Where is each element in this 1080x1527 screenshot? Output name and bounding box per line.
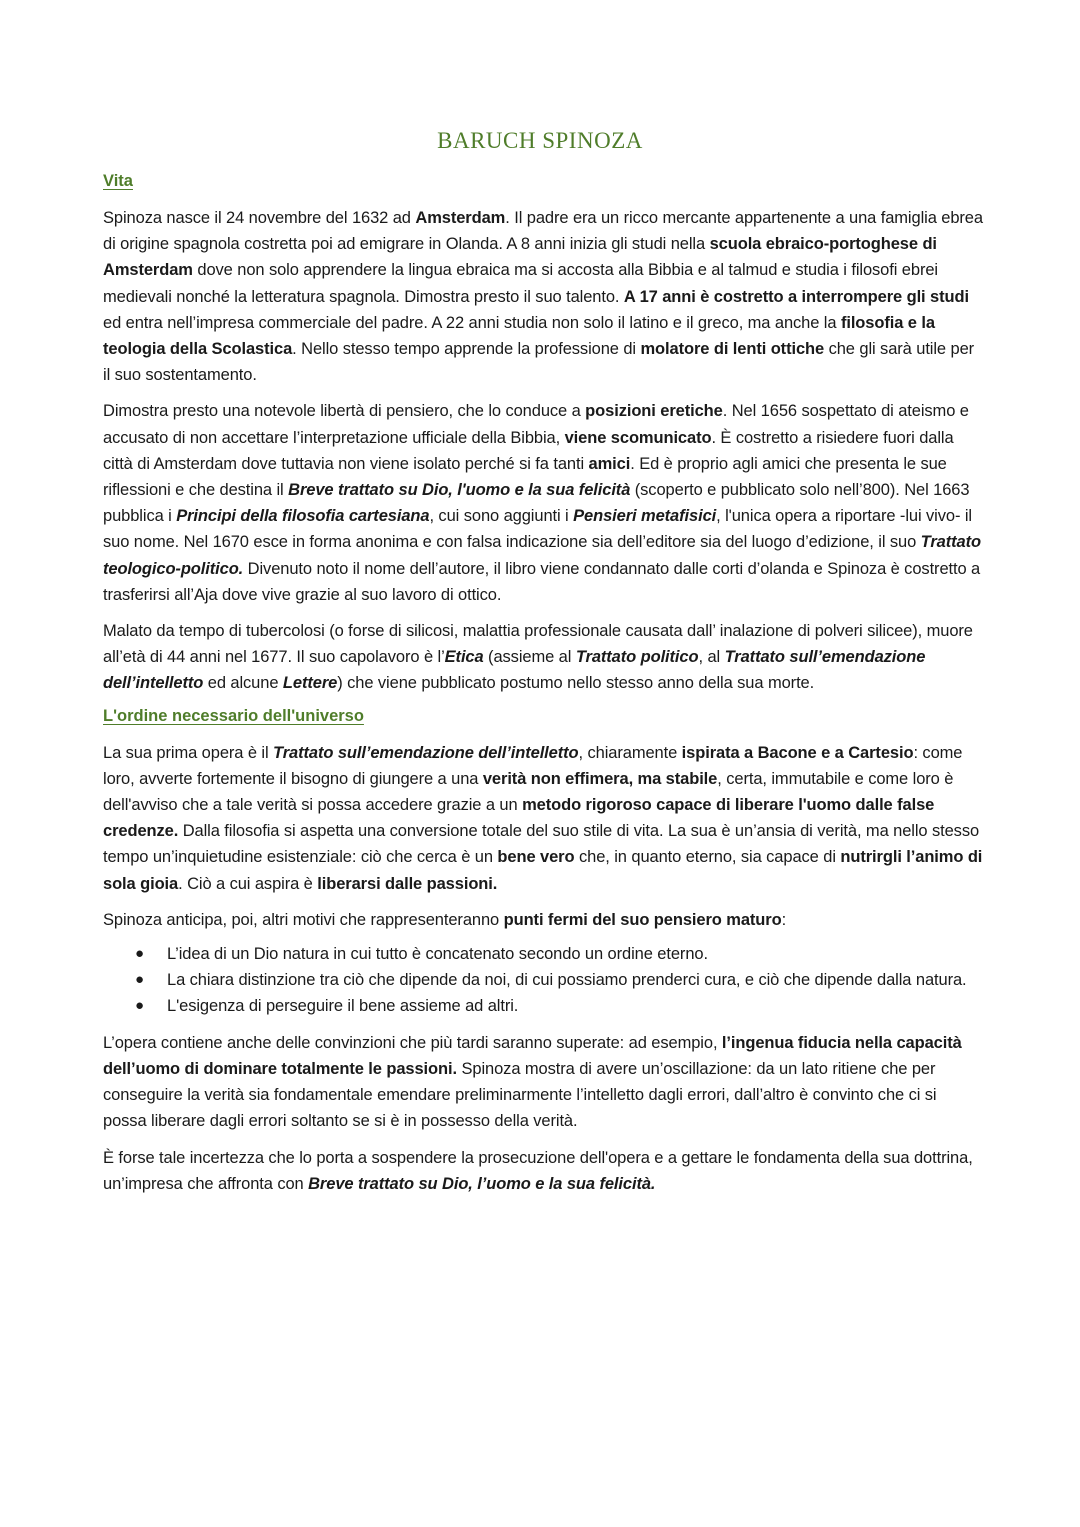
text-run: Spinoza anticipa, poi, altri motivi che rappresenteranno (103, 910, 504, 929)
text-run: . Ciò a cui aspira è (178, 874, 318, 893)
paragraph (103, 907, 983, 933)
text-run: l’ingenua fiducia nella capacità dell’uomo di dominare totalmente le passioni. (103, 1033, 962, 1078)
paragraph (103, 740, 983, 897)
text-run: . Nel 1656 sospettato di ateismo e accusato di non accettare l’interpretazione ufficiale della Bibbia, (103, 402, 969, 447)
paragraph (103, 618, 983, 697)
text-run: nutrirgli l’animo di sola gioia (103, 848, 983, 893)
text-run: Divenuto noto il nome dell’autore, il libro viene condannato dalle corti d’olanda e Spinoza è costretto a trasferirsi all’Aja dove vive grazie al suo lavoro di ottico. (103, 559, 981, 604)
text-run: Trattato sull’emendazione dell’intelletto (103, 648, 926, 693)
text-run: molatore di lenti ottiche (640, 340, 825, 359)
text-run: A 17 anni è costretto a interrompere gli studi (623, 287, 969, 306)
text-run: , certa, immutabile e come loro è dell'avviso che a tale verità si possa accedere grazie a un (103, 769, 954, 815)
text-run: . Il padre era un ricco mercante appartenente a una famiglia ebrea di origine spagnola costretta poi ad emigrare in Olanda. A 8 anni inizia gli studi nella (103, 209, 983, 254)
text-run: Malato da tempo di tubercolosi (o forse di silicosi, malattia professionale causata dall’ inalazione di polveri silicee), muore all’età di 44 anni nel 1677. Il suo capolavoro è l’ (103, 622, 973, 667)
text-run: : (781, 910, 787, 929)
text-run: (scoperto e pubblicato solo nell’800). Nel 1663 pubblica i (103, 481, 970, 526)
text-run: Spinoza nasce il 24 novembre del 1632 ad (103, 209, 416, 227)
text-run: Amsterdam (415, 209, 506, 227)
text-run: Breve trattato su Dio, l'uomo e la sua felicità (288, 481, 631, 500)
text-run: . Ed è proprio agli amici che presenta le sue riflessioni e che destina il (103, 454, 947, 500)
text-run: Etica (444, 648, 484, 667)
text-run: : come loro, avverte fortemente il bisogno di giungere a una (103, 743, 963, 788)
list-item: ● L’idea di un Dio natura in cui tutto è concatenato secondo un ordine eterno. (167, 941, 983, 967)
text-run: Pensieri metafisici (573, 507, 717, 526)
bullet-icon: ● (135, 971, 144, 989)
list-item: ● La chiara distinzione tra ciò che dipende da noi, di cui possiamo prenderci cura, e ciò che dipende dalla natura. (167, 967, 983, 993)
section-heading-vita: Vita (103, 172, 133, 190)
text-run: La sua prima opera è il (103, 743, 274, 762)
text-run: Lettere (282, 674, 338, 693)
section-heading-ordine: L'ordine necessario dell'universo (103, 706, 364, 725)
text-run: Trattato teologico-politico. (103, 533, 981, 578)
text-run: filosofia e la teologia della Scolastica (103, 313, 935, 359)
text-run: Spinoza mostra di avere un’oscillazione: da un lato ritiene che per conseguire la verità sia fondamentale emendare preliminarmente l’intelletto dagli errori, dall’altro è convinto che ci si possa liberare dagli errori soltanto se si è in possesso della verità. (103, 1059, 937, 1131)
text-run: (assieme al (483, 648, 576, 667)
text-run: posizioni eretiche (585, 402, 723, 421)
text-run: Dalla filosofia si aspetta una conversione totale del suo stile di vita. La sua è un’ansia di verità, ma nello stesso tempo un’inquietudine esistenziale: ciò che cerca è un (103, 822, 980, 867)
text-run: Breve trattato su Dio, l’uomo e la sua felicità. (308, 1174, 656, 1193)
list-item: ● L'esigenza di perseguire il bene assieme ad altri. (167, 993, 983, 1019)
text-run: punti fermi del suo pensiero maturo (503, 910, 782, 929)
text-run: metodo rigoroso capace di liberare l'uomo dalle false credenze. (103, 796, 935, 841)
text-run: bene vero (497, 848, 575, 867)
text-run: dove non solo apprendere la lingua ebraica ma si accosta alla Bibbia e al talmud e studia i filosofi ebrei medievali nonché la letteratura spagnola. Dimostra presto il suo talento. (103, 261, 938, 306)
text-run: ) che viene pubblicato postumo nello stesso anno della sua morte. (337, 674, 815, 693)
text-run: ed entra nell’impresa commerciale del padre. A 22 anni studia non solo il latino e il greco, ma anche la (103, 313, 841, 332)
paragraph (103, 205, 983, 388)
bullet-icon: ● (135, 945, 144, 963)
text-run: , cui sono aggiunti i (429, 507, 574, 526)
paragraph (103, 1145, 983, 1197)
bullet-icon: ● (135, 997, 144, 1015)
text-run: ispirata a Bacone e a Cartesio (681, 743, 914, 762)
text-run: , al (698, 648, 725, 667)
text-run: . È costretto a risiedere fuori dalla città di Amsterdam dove tuttavia non viene isolato perché si fa tanti (103, 428, 954, 473)
text-run: Dimostra presto una notevole libertà di pensiero, che lo conduce a (103, 402, 586, 421)
paragraph (103, 398, 983, 608)
text-run: , l'unica opera a riportare -lui vivo- il suo nome. Nel 1670 esce in forma anonima e con falsa indicazione sia dell’editore sia del luogo d’edizione, il suo (103, 507, 972, 552)
text-run: L’opera contiene anche delle convinzioni che più tardi saranno superate: ad esempio, (103, 1033, 722, 1052)
text-run: liberarsi dalle passioni. (317, 874, 498, 893)
text-run: amici (588, 454, 631, 473)
text-run: Trattato sull’emendazione dell’intelletto (273, 743, 579, 762)
section-vita (103, 172, 983, 697)
text-run: Principi della filosofia cartesiana (176, 507, 430, 526)
text-run: che, in quanto eterno, sia capace di (574, 848, 841, 867)
document-body (103, 172, 983, 1207)
bullet-list (103, 941, 983, 1020)
text-run: Trattato politico (575, 648, 699, 667)
text-run: , chiaramente (578, 743, 682, 762)
text-run: verità non effimera, ma stabile (482, 769, 718, 788)
text-run: È forse tale incertezza che lo porta a sospendere la prosecuzione dell'opera e a gettare le fondamenta della sua dottrina, un’impresa che affronta con (103, 1148, 973, 1193)
page-title: BARUCH SPINOZA (437, 128, 643, 153)
text-run: scuola ebraico-portoghese di Amsterdam (103, 235, 937, 280)
text-run: ed alcune (203, 674, 283, 693)
section-ordine-necessario (103, 707, 983, 1197)
text-run: viene scomunicato (564, 428, 712, 447)
text-run: . Nello stesso tempo apprende la professione di (292, 340, 641, 359)
paragraph (103, 1030, 983, 1135)
text-run: che gli sarà utile per il suo sostentamento. (103, 340, 975, 385)
